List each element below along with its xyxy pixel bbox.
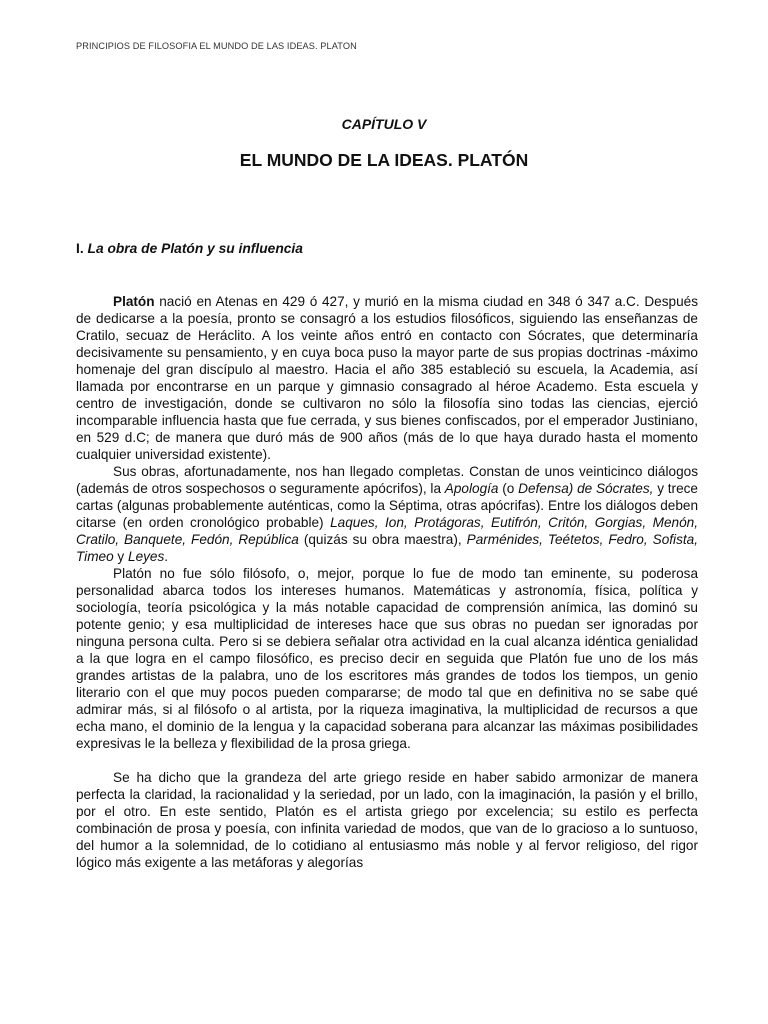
paragraph-3: Platón no fue sólo filósofo, o, mejor, porque lo fue de modo tan eminente, su poderosa personalidad abarca todos los intereses humanos. Matemáticas y astronomía, física, política y sociología, teoría psicológica y la más notable capacidad de comprensión anímica, las dominó su potente genio; y esa multiplicidad de intereses hace que sus obras no puedan ser ignoradas por ninguna persona culta. Pero si se debiera señalar otra actividad en la cual alcanza idéntica genialidad a la que logra en el campo filosófico, es preciso decir en seguida que Platón fue uno de los más grandes artistas de la palabra, uno de los escritores más grandes de todos los tiempos, un genio literario con el que muy pocos pueden compararse; de modo tal que en definitiva no se sabe qué admirar más, si al filósofo o al artista, por la riqueza imaginativa, la multiplicidad de recursos a que echa mano, el dominio de la lengua y la capacidad soberana para alcanzar las máximas posibilidades expresivas le la belleza y flexibilidad de la prosa griega. [76, 566, 698, 751]
paragraph-2-text: (quizás su obra maestra), [298, 532, 467, 547]
paragraph-2-text: y [113, 549, 129, 564]
paragraph-1-lead: Platón [113, 294, 155, 309]
dialogue-list-late: Parménides, Teétetos, Fedro, Sofista, Timeo [76, 532, 698, 564]
chapter-label: CAPÍTULO V [341, 116, 427, 132]
running-header: PRINCIPIOS DE FILOSOFIA EL MUNDO DE LAS IDEAS. PLATON [76, 41, 357, 51]
section-heading [76, 241, 303, 256]
work-title-leyes: Leyes [128, 549, 165, 564]
section-title: La obra de Platón y su influencia [87, 241, 303, 256]
paragraph-2-text: Sus obras, afortunadamente, nos han llegado completas. Constan de unos veinticinco diálogos (además de otros sospechosos o seguramente apócrifos), la [76, 464, 698, 496]
paragraph-2-text: . [164, 549, 169, 564]
paragraph-2 [76, 463, 698, 565]
chapter-title: EL MUNDO DE LA IDEAS. PLATÓN [239, 150, 529, 170]
dialogue-list-early: Laques, Ion, Protágoras, Eutifrón, Critón, Gorgias, Menón, Cratilo, Banquete, Fedón, República [76, 515, 698, 547]
paragraph-1 [76, 293, 698, 463]
body-text [76, 293, 698, 871]
paragraph-1-text: nació en Atenas en 429 ó 427, y murió en la misma ciudad en 348 ó 347 a.C. Después de dedicarse a la poesía, pronto se consagró a los estudios filosóficos, siguiendo las enseñanzas de Cratilo, secuaz de Heráclito. A los veinte años entró en contacto con Sócrates, que determinaría decisivamente su pensamiento, y en cuya boca puso la mayor parte de sus propias doctrinas -máximo homenaje del gran discípulo al maestro. Hacia el año 385 estableció su escuela, la Academia, así llamada por encontrarse en un parque y gimnasio consagrado al héroe Academo. Esta escuela y centro de investigación, donde se cultivaron no sólo la filosofía sino todas las ciencias, ejerció incomparable influencia hasta que fue cerrada, y sus bienes confiscados, por el emperador Justiniano, en 529 d.C; de manera que duró más de 900 años (más de lo que haya durado hasta el momento cualquier universidad existente). [76, 294, 698, 462]
section-number: I. [76, 241, 84, 256]
work-title-defensa: Defensa) de Sócrates, [518, 481, 654, 496]
paragraph-4: Se ha dicho que la grandeza del arte griego reside en haber sabido armonizar de manera perfecta la claridad, la racionalidad y la seriedad, por un lado, con la imaginación, la pasión y el brillo, por el otro. En este sentido, Platón es el artista griego por excelencia; su estilo es perfecta combinación de prosa y poesía, con infinita variedad de modos, que van de lo gracioso a lo suntuoso, del humor a la solemnidad, de lo cotidiano al entusiasmo más noble y al fervor religioso, del rigor lógico más exigente a las metáforas y alegorías [76, 770, 698, 870]
paragraph-2-text: (o [498, 481, 519, 496]
work-title-apologia: Apología [444, 481, 499, 496]
paragraph-2-text: y trece cartas (algunas probablemente auténticas, como la Séptima, otras apócrifas). Entre los diálogos deben citarse (en orden cronológico probable) [76, 481, 698, 530]
